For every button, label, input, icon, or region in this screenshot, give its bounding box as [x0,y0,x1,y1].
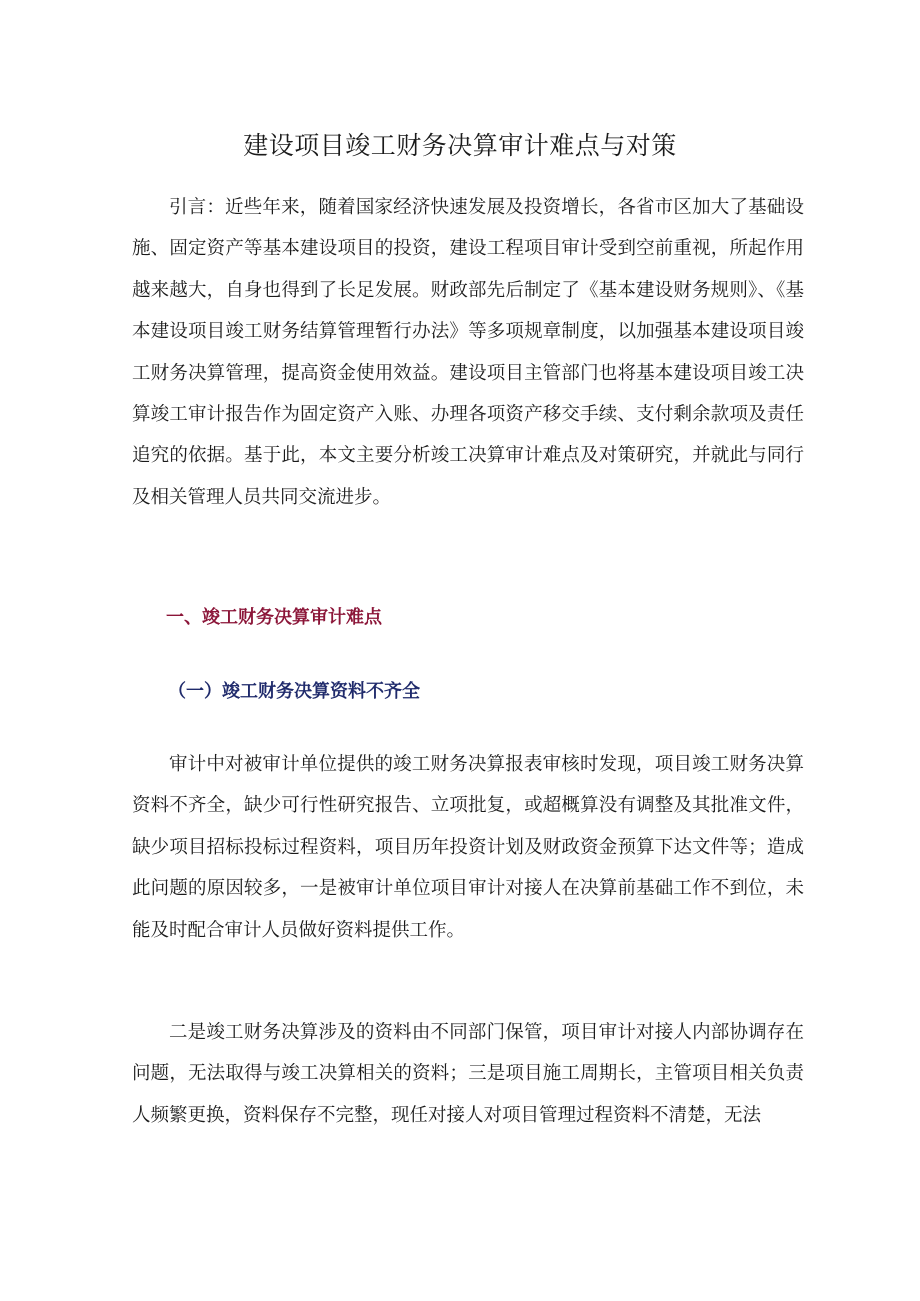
intro-paragraph: 引言：近些年来，随着国家经济快速发展及投资增长，各省市区加大了基础设施、固定资产等基本建设项目的投资，建设工程项目审计受到空前重视，所起作用越来越大，自身也得到了长足发展。财政部先后制定了《基本建设财务规则》、《基本建设项目竣工财务结算管理暂行办法》等多项规章制度，以加强基本建设项目竣工财务决算管理，提高资金使用效益。建设项目主管部门也将基本建设项目竣工决算竣工审计报告作为固定资产入账、办理各项资产移交手续、支付剩余款项及责任追究的依据。基于此，本文主要分析竣工决算审计难点及对策研究，并就此与同行及相关管理人员共同交流进步。 [132,197,804,508]
document-title: 建设项目竣工财务决算审计难点与对策 [243,131,677,160]
body-paragraph: 审计中对被审计单位提供的竣工财务决算报表审核时发现，项目竣工财务决算资料不齐全，缺少可行性研究报告、立项批复，或超概算没有调整及其批准文件，缺少项目招标投标过程资料，项目历年投资计划及财政资金预算下达文件等；造成此问题的原因较多，一是被审计单位项目审计对接人在决算前基础工作不到位，未能及时配合审计人员做好资料提供工作。 [132,754,804,941]
section-heading: 一、竣工财务决算审计难点 [166,607,382,628]
subsection-heading: （一）竣工财务决算资料不齐全 [168,681,420,702]
body-paragraph: 二是竣工财务决算涉及的资料由不同部门保管，项目审计对接人内部协调存在问题，无法取得与竣工决算相关的资料；三是项目施工周期长，主管项目相关负责人频繁更换，资料保存不完整，现任对接人对项目管理过程资料不清楚，无法 [132,1022,804,1126]
